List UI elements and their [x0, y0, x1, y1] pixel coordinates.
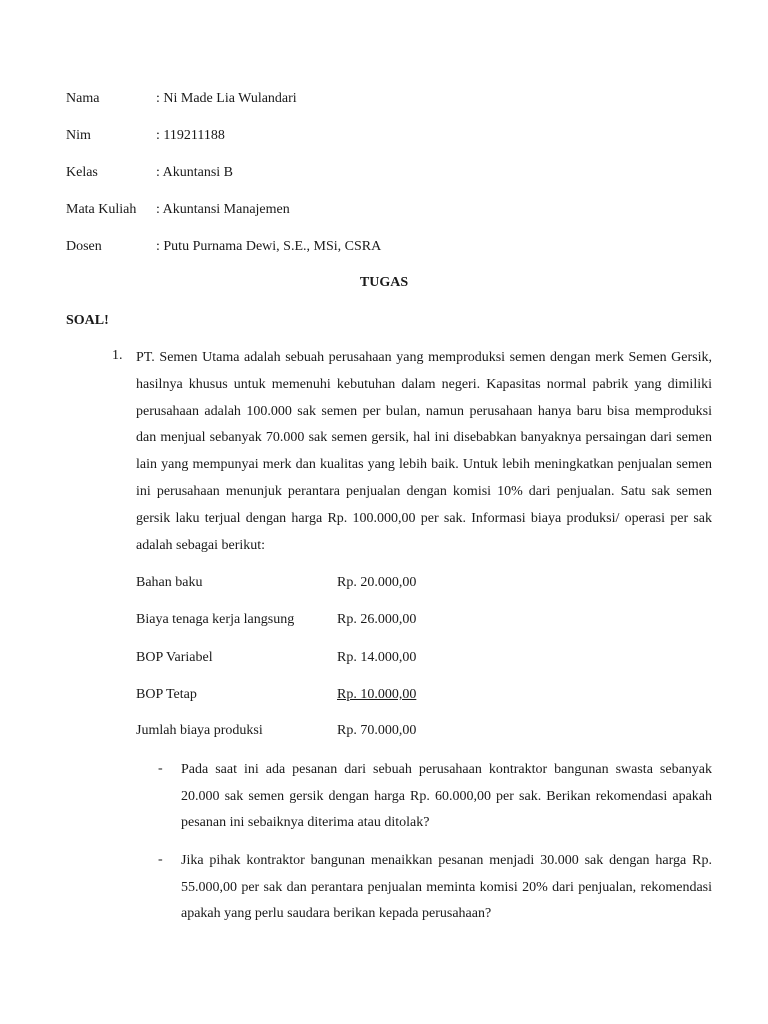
- section-heading: SOAL!: [66, 313, 109, 328]
- bullet-text: Pada saat ini ada pesanan dari sebuah perusahaan kontraktor bangunan swasta sebanyak 20.000 sak semen gersik dengan harga Rp. 60.000,00 per sak. Berikan rekomendasi apakah pesanan ini sebaiknya diterima atau ditolak?: [181, 762, 712, 830]
- cost-label: BOP Variabel: [136, 650, 213, 665]
- page-title: TUGAS: [359, 275, 409, 290]
- info-label: Kelas: [66, 165, 98, 180]
- cost-label: Bahan baku: [136, 575, 203, 590]
- info-label: Nim: [66, 128, 91, 143]
- info-value: : 119211188: [156, 128, 225, 143]
- info-label: Dosen: [66, 239, 102, 254]
- cost-value: Rp. 70.000,00: [337, 723, 417, 738]
- cost-label: Biaya tenaga kerja langsung: [136, 612, 295, 627]
- bullet-text: Jika pihak kontraktor bangunan menaikkan pesanan menjadi 30.000 sak dengan harga Rp. 55.000,00 per sak dan perantara penjualan meminta komisi 20% dari penjualan, rekomendasi apakah yang perlu saudara berikan kepada perusahaan?: [181, 853, 712, 921]
- info-value: : Akuntansi B: [156, 165, 234, 180]
- question-number: 1.: [112, 348, 123, 363]
- info-value: : Putu Purnama Dewi, S.E., MSi, CSRA: [156, 239, 382, 254]
- bullet-marker: -: [158, 852, 163, 867]
- cost-value: Rp. 14.000,00: [337, 650, 417, 665]
- cost-label: BOP Tetap: [136, 687, 197, 702]
- info-label: Nama: [66, 91, 100, 106]
- cost-label: Jumlah biaya produksi: [136, 723, 263, 738]
- info-value: : Ni Made Lia Wulandari: [156, 91, 297, 106]
- cost-value: Rp. 10.000,00: [337, 687, 417, 702]
- info-value: : Akuntansi Manajemen: [156, 202, 290, 217]
- info-label: Mata Kuliah: [66, 202, 137, 217]
- bullet-marker: -: [158, 761, 163, 776]
- question-paragraph: PT. Semen Utama adalah sebuah perusahaan yang memproduksi semen dengan merk Semen Gersik, hasilnya khusus untuk memenuhi kebutuhan dalam negeri. Kapasitas normal pabrik yang dimiliki perusahaan adalah 100.000 sak semen per bulan, namun perusahaan hanya baru bisa memproduksi dan menjual sebanyak 70.000 sak semen gersik, hal ini disebabkan banyaknya persaingan dari semen lain yang mempunyai merk dan kualitas yang lebih baik. Untuk lebih meningkatkan penjualan semen ini perusahaan menunjuk perantara penjualan dengan komisi 10% dari penjualan. Satu sak semen gersik laku terjual dengan harga Rp. 100.000,00 per sak. Informasi biaya produksi/ operasi per sak adalah sebagai berikut:: [136, 350, 712, 553]
- cost-value: Rp. 20.000,00: [337, 575, 417, 590]
- cost-value: Rp. 26.000,00: [337, 612, 417, 627]
